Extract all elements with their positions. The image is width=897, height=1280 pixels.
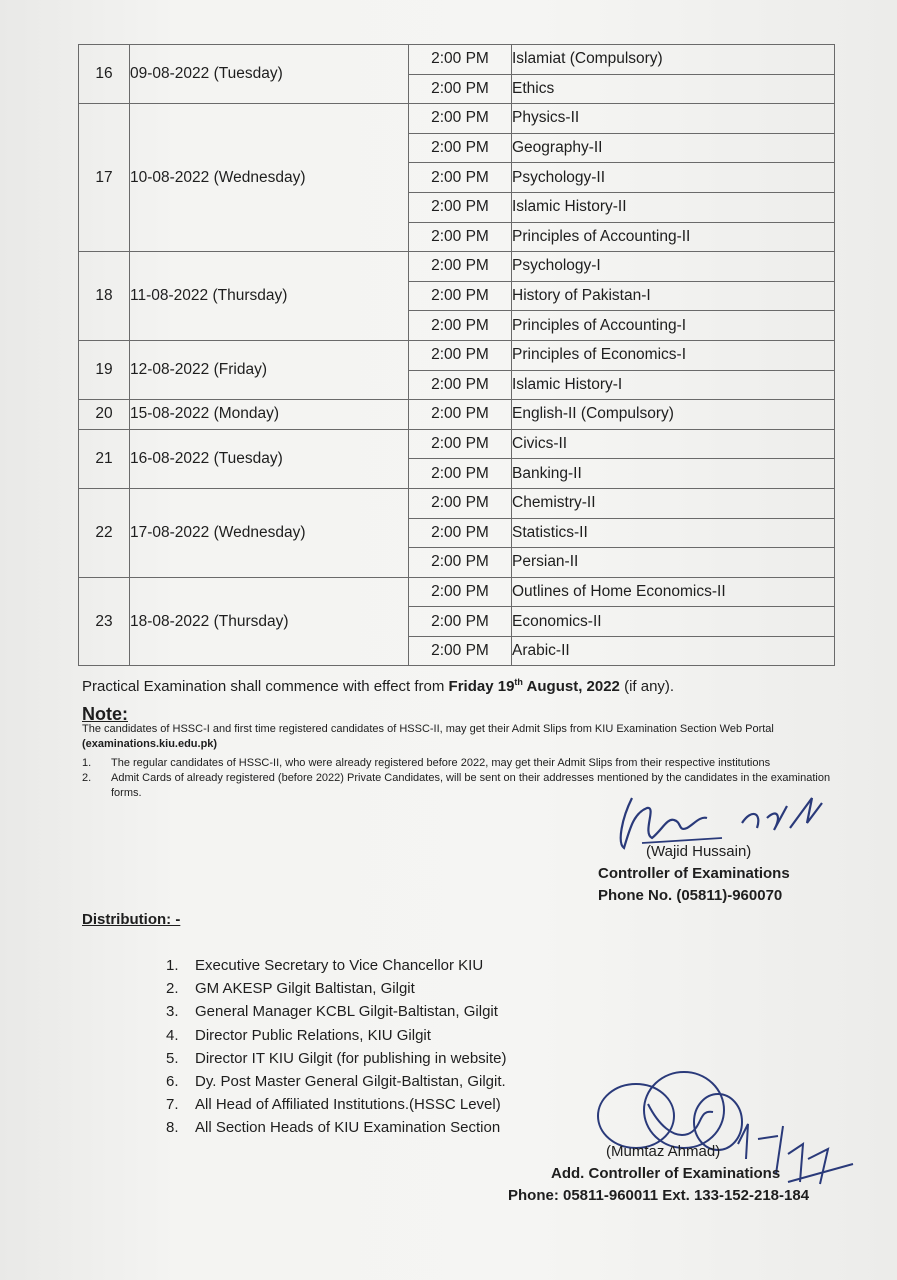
exam-subject: Economics-II [512,607,835,637]
add-controller-name: (Mumtaz Ahmad) [606,1143,721,1160]
exam-date: 12-08-2022 (Friday) [130,340,409,399]
exam-subject: Islamiat (Compulsory) [512,45,835,75]
list-item-text: General Manager KCBL Gilgit-Baltistan, Gilgit [195,1003,498,1021]
exam-subject: History of Pakistan-I [512,281,835,311]
table-row [79,252,835,282]
exam-time: 2:00 PM [409,607,512,637]
list-item [166,1024,507,1047]
exam-subject: Civics-II [512,429,835,459]
practical-date-sup: th [514,677,523,687]
exam-time: 2:00 PM [409,548,512,578]
exam-date: 11-08-2022 (Thursday) [130,252,409,341]
exam-subject: English-II (Compulsory) [512,400,835,430]
controller-phone: Phone No. (05811)-960070 [598,887,783,904]
list-item-number: 5. [166,1049,179,1067]
portal-url: (examinations.kiu.edu.pk) [82,738,218,750]
list-item [166,977,507,1000]
exam-date: 10-08-2022 (Wednesday) [130,104,409,252]
list-item [166,954,507,977]
date-sheet-table [78,44,835,666]
add-controller-phone: Phone: 05811-960011 Ext. 133-152-218-184 [508,1187,810,1204]
serial-number: 17 [79,104,130,252]
exam-time: 2:00 PM [409,281,512,311]
add-controller-block [508,1141,809,1207]
list-item-number: 2. [166,980,179,998]
practical-prefix: Practical Examination shall commence with effect from [82,678,449,695]
exam-time: 2:00 PM [409,311,512,341]
exam-subject: Islamic History-II [512,192,835,222]
list-item-number: 4. [166,1026,179,1044]
list-item [166,1000,507,1023]
serial-number: 20 [79,400,130,430]
exam-time: 2:00 PM [409,252,512,282]
exam-time: 2:00 PM [409,192,512,222]
exam-subject: Geography-II [512,133,835,163]
distribution-heading: Distribution: - [82,911,181,928]
exam-time: 2:00 PM [409,74,512,104]
list-item [166,1093,507,1116]
list-item-text: Admit Cards of already registered (before 2022) Private Candidates, will be sent on their addresses mentioned by the candidates in the examination forms. [111,772,831,799]
table-row [79,340,835,370]
exam-time: 2:00 PM [409,400,512,430]
table-row [79,577,835,607]
distribution-list [166,954,507,1140]
list-item [166,1070,507,1093]
exam-subject: Principles of Accounting-II [512,222,835,252]
serial-number: 21 [79,429,130,488]
exam-time: 2:00 PM [409,104,512,134]
practical-day: Friday [448,678,494,695]
controller-title: Controller of Examinations [598,865,790,882]
exam-subject: Ethics [512,74,835,104]
controller-name: (Wajid Hussain) [646,843,752,860]
exam-subject: Statistics-II [512,518,835,548]
list-item-number: 8. [166,1119,179,1137]
list-item [166,1047,507,1070]
list-item-number: 1. [82,757,92,769]
list-item-text: The regular candidates of HSSC-II, who were already registered before 2022, may get their Admit Slips from their respective institutions [111,757,771,769]
exam-time: 2:00 PM [409,45,512,75]
list-item-text: Director IT KIU Gilgit (for publishing in website) [195,1049,507,1067]
exam-time: 2:00 PM [409,340,512,370]
exam-time: 2:00 PM [409,636,512,666]
list-item-number: 1. [166,957,179,974]
list-item [82,756,852,771]
exam-time: 2:00 PM [409,222,512,252]
practical-exam-notice [82,677,674,695]
list-item [166,1116,507,1139]
table-row [79,45,835,75]
practical-date-num: 19 [497,678,515,695]
exam-time: 2:00 PM [409,429,512,459]
list-item-text: Dy. Post Master General Gilgit-Baltistan, Gilgit. [195,1073,506,1091]
exam-subject: Physics-II [512,104,835,134]
exam-subject: Chemistry-II [512,488,835,518]
list-item-text: GM AKESP Gilgit Baltistan, Gilgit [195,980,415,998]
serial-number: 23 [79,577,130,666]
list-item-text: Director Public Relations, KIU Gilgit [195,1026,431,1044]
exam-subject: Principles of Accounting-I [512,311,835,341]
note-intro-text: The candidates of HSSC-I and first time registered candidates of HSSC-II, may get their Admit Slips from KIU Examination Section Web Portal [82,723,774,735]
exam-time: 2:00 PM [409,133,512,163]
date-sheet-body [79,45,835,666]
list-item-number: 2. [82,772,92,784]
exam-subject: Banking-II [512,459,835,489]
table-row [79,400,835,430]
exam-subject: Persian-II [512,548,835,578]
serial-number: 22 [79,488,130,577]
serial-number: 19 [79,340,130,399]
exam-subject: Arabic-II [512,636,835,666]
exam-date: 15-08-2022 (Monday) [130,400,409,430]
exam-subject: Islamic History-I [512,370,835,400]
list-item-text: Executive Secretary to Vice Chancellor KIU [195,957,484,974]
list-item-text: All Head of Affiliated Institutions.(HSSC Level) [195,1096,501,1114]
serial-number: 16 [79,45,130,104]
practical-date-rest: August, 2022 [522,678,620,695]
list-item-number: 7. [166,1096,179,1114]
table-row [79,488,835,518]
note-heading: Note: [82,704,128,724]
practical-date [494,678,620,695]
exam-date: 09-08-2022 (Tuesday) [130,45,409,104]
exam-date: 18-08-2022 (Thursday) [130,577,409,666]
exam-time: 2:00 PM [409,518,512,548]
note-intro [82,722,852,752]
controller-block [598,841,790,907]
exam-subject: Outlines of Home Economics-II [512,577,835,607]
table-row [79,104,835,134]
practical-suffix: (if any). [619,678,675,695]
exam-date: 16-08-2022 (Tuesday) [130,429,409,488]
exam-subject: Psychology-II [512,163,835,193]
exam-date: 17-08-2022 (Wednesday) [130,488,409,577]
add-controller-title: Add. Controller of Examinations [551,1165,781,1182]
exam-time: 2:00 PM [409,370,512,400]
list-item-number: 3. [166,1003,179,1021]
list-item-text: All Section Heads of KIU Examination Section [195,1119,501,1137]
exam-time: 2:00 PM [409,488,512,518]
exam-time: 2:00 PM [409,459,512,489]
exam-subject: Psychology-I [512,252,835,282]
list-item-number: 6. [166,1073,179,1091]
exam-subject: Principles of Economics-I [512,340,835,370]
table-row [79,429,835,459]
exam-time: 2:00 PM [409,163,512,193]
exam-time: 2:00 PM [409,577,512,607]
serial-number: 18 [79,252,130,341]
